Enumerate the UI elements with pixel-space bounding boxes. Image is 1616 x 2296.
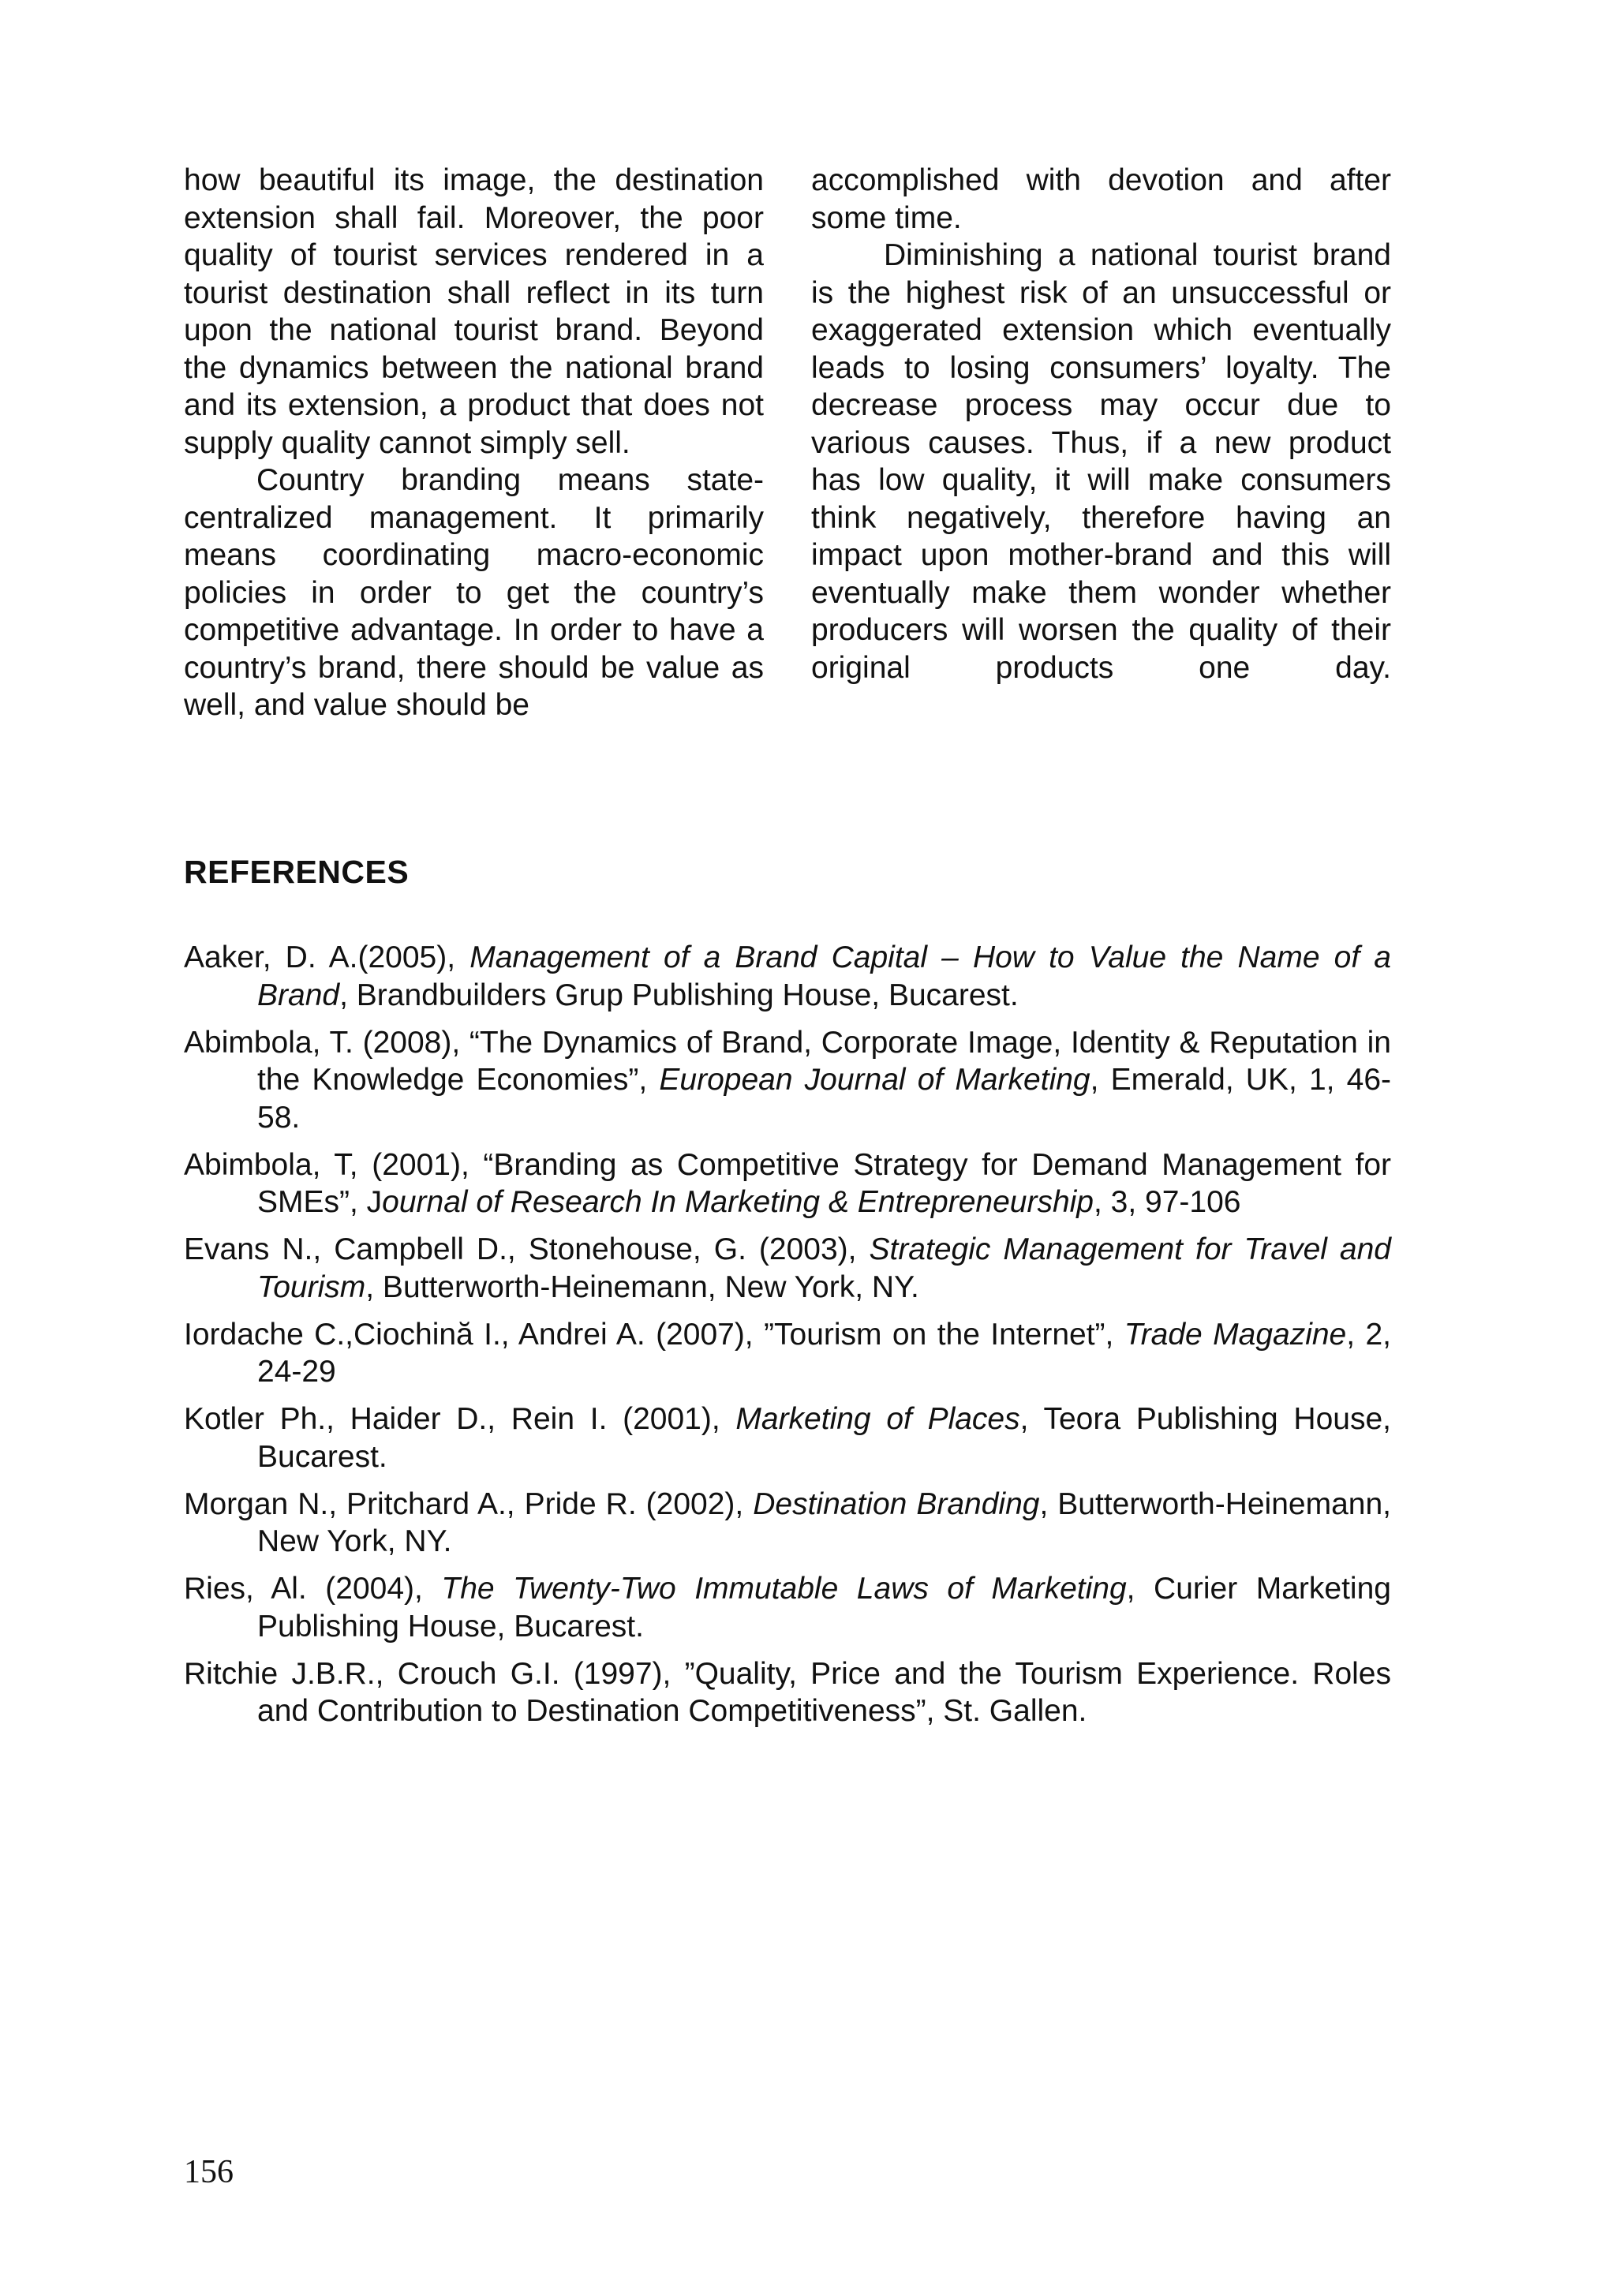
reference-list: [184, 939, 1391, 1740]
reference-text: Evans N., Campbell D., Stonehouse, G. (2003),: [184, 1232, 870, 1266]
reference-text: Aaker, D. A.(2005),: [184, 940, 470, 974]
reference-item: [184, 1400, 1391, 1475]
reference-item: [184, 1146, 1391, 1221]
references-heading: REFERENCES: [184, 854, 410, 890]
reference-title: Strategic Management for Travel and Tourism: [257, 1232, 1392, 1304]
right-column: [811, 162, 1391, 724]
reference-text: , Emerald, UK, 1, 46-58.: [257, 1063, 1391, 1135]
reference-item: [184, 1570, 1391, 1645]
page-number: 156: [184, 2154, 234, 2190]
reference-text: , Butterworth-Heinemann, New York, NY.: [257, 1486, 1391, 1558]
reference-text: Kotler Ph., Haider D., Rein I. (2001),: [184, 1402, 736, 1436]
reference-text: Morgan N., Pritchard A., Pride R. (2002),: [184, 1486, 754, 1521]
reference-text: , Teora Publishing House, Bucarest.: [257, 1402, 1391, 1474]
reference-text: , Butterworth-Heinemann, New York, NY.: [365, 1270, 919, 1304]
reference-text: , 3, 97-106: [1094, 1185, 1241, 1219]
reference-title: Marketing of Places: [735, 1402, 1020, 1436]
paragraph: Country branding means state-centralized management. It primarily means coordinating macro-economic policies in order to get the country’s competitive advantage. In order to have a country’s brand, there should be value as well, and value should be: [184, 463, 764, 722]
reference-text: , Brandbuilders Grup Publishing House, Bucarest.: [339, 978, 1019, 1012]
reference-text: Ritchie J.B.R., Crouch G.I. (1997), ”Quality, Price and the Tourism Experience. Roles and Contribution to Destination Competitiveness”, St. Gallen.: [184, 1656, 1391, 1728]
reference-text: Abimbola, T. (2008), “The Dynamics of Brand, Corporate Image, Identity & Reputation in the Knowledge Economies”,: [184, 1025, 1391, 1097]
reference-text: Ries, Al. (2004),: [184, 1572, 442, 1606]
reference-title: Management of a Brand Capital – How to Value the Name of a Brand: [257, 940, 1391, 1012]
reference-item: [184, 1024, 1391, 1137]
left-column: [184, 162, 764, 724]
reference-item: [184, 1655, 1391, 1730]
reference-text: Abimbola, T, (2001), “Branding as Competitive Strategy for Demand Management for SMEs”, J: [184, 1147, 1391, 1219]
reference-title: European Journal of Marketing: [659, 1063, 1090, 1097]
reference-title: Destination Branding: [753, 1486, 1040, 1521]
reference-title: The Twenty-Two Immutable Laws of Marketing: [441, 1572, 1127, 1606]
body-columns: [184, 162, 1391, 724]
reference-text: , Curier Marketing Publishing House, Bucarest.: [257, 1572, 1391, 1643]
reference-item: [184, 1316, 1391, 1391]
reference-text: Iordache C.,Ciochină I., Andrei A. (2007), ”Tourism on the Internet”,: [184, 1317, 1124, 1352]
reference-item: [184, 1486, 1391, 1561]
reference-item: [184, 939, 1391, 1014]
paragraph: how beautiful its image, the destination extension shall fail. Moreover, the poor quality of tourist services rendered in a tourist destination shall reflect in its turn upon the national tourist brand. Beyond the dynamics between the national brand and its extension, a product that does not supply quality cannot simply sell.: [184, 163, 764, 460]
paragraph: accomplished with devotion and after some time.: [811, 163, 1391, 235]
reference-text: , 2, 24-29: [257, 1317, 1391, 1389]
reference-title: Trade Magazine: [1124, 1317, 1347, 1352]
paragraph: Diminishing a national tourist brand is the highest risk of an unsuccessful or exaggerated extension which eventually leads to losing consumers’ loyalty. The decrease process may occur due to various causes. Thus, if a new product has low quality, it will make consumers think negatively, therefore having an impact upon mother-brand and this will eventually make them wonder whether producers will worsen the quality of their original products one day.: [811, 238, 1391, 685]
reference-title: ournal of Research In Marketing & Entrepreneurship: [382, 1185, 1094, 1219]
reference-item: [184, 1231, 1391, 1306]
